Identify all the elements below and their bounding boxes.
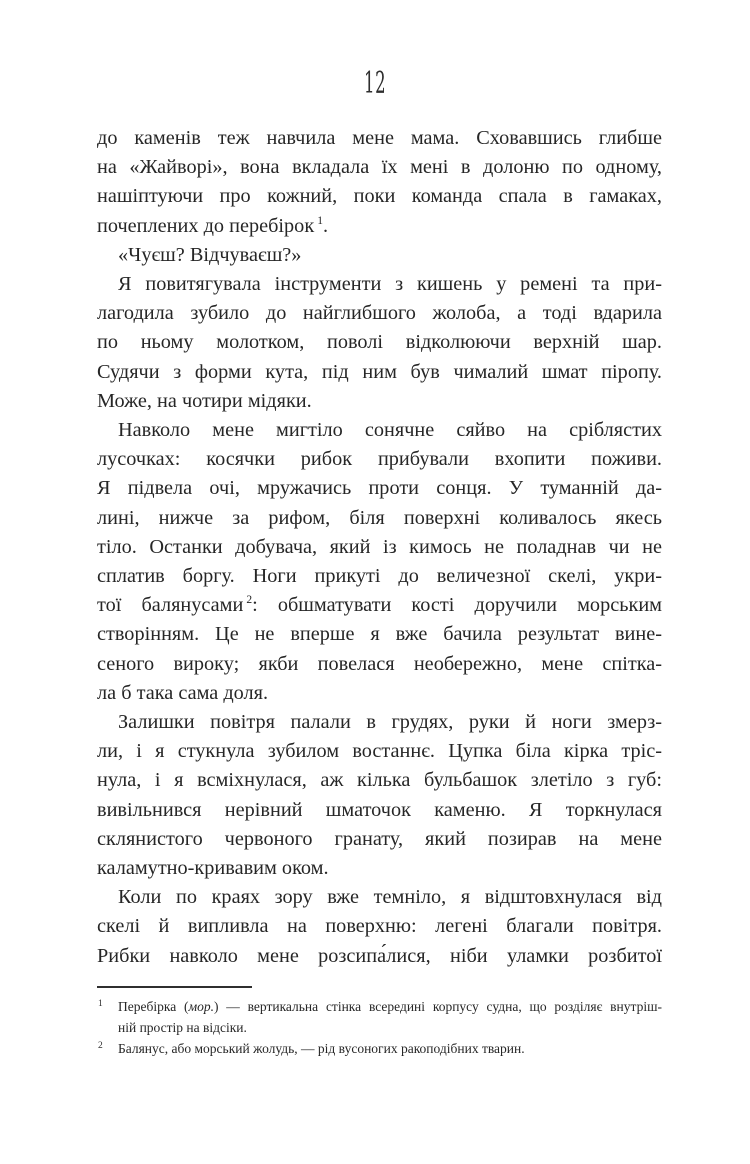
text-line: тої балянусами $^2$: обшматувати кості доручили морським: [97, 594, 663, 617]
text-line: тіло. Останки добувача, який із кимось не поладнав чи не: [97, 535, 662, 558]
text-line: Коли по краях зору вже темніло, я відштовхнулася від: [118, 886, 662, 909]
text-line: по ньому молотком, поволі відколюючи верхній шар.: [97, 331, 662, 354]
text-line: Навколо мене мигтіло сонячне сяйво на сріблястих: [118, 419, 662, 442]
paragraph: [97, 124, 662, 241]
text-line: склянистого червоного гранату, який позирав на мене: [97, 827, 662, 850]
text-line: на «Жайворі», вона вкладала їх мені в долоню по одному,: [97, 156, 662, 179]
footnote-line: Перебірка (мор.) — вертикальна стінка всередині корпусу судна, що розділяє внутріш-: [118, 999, 662, 1014]
footnote-separator: [97, 986, 252, 988]
paragraph: [97, 416, 662, 708]
footnote-line: ній простір на відсіки.: [118, 1019, 247, 1035]
paragraph: [97, 241, 662, 270]
italic-term: мор.: [188, 999, 214, 1014]
text-line: створінням. Це не вперше я вже бачила результат вине-: [97, 623, 662, 646]
text-line: лусочках: косячки рибок прибували вхопити поживи.: [97, 448, 662, 471]
footnote-ref: 2: [246, 594, 253, 607]
paragraph: [97, 708, 662, 883]
text-line: почеплених до перебірок $^1$.: [97, 214, 329, 237]
text-line: лагодила зубило до найглибшого жолоба, а тоді вдарила: [97, 302, 662, 325]
footnote-item: [97, 1039, 662, 1060]
text-line: Я повитягувала інструменти з кишень у ремені та при-: [118, 273, 662, 296]
page-number-value: 12: [363, 66, 387, 101]
paragraph: [97, 270, 662, 416]
text-line: сеного вироку; якби повелася необережно, мене спітка-: [97, 652, 662, 675]
text-line: ла б така сама доля.: [97, 681, 269, 704]
text-line: Судячи з форми кута, під ним був чималий шмат піропу.: [97, 360, 662, 383]
footnote-line: Балянус, або морський жолудь, — рід вусоногих ракоподібних тварин.: [118, 1040, 525, 1056]
text-line: нашіптуючи про кожний, поки команда спала в гамаках,: [97, 185, 662, 208]
text-line: Я підвела очі, мружачись проти сонця. У туманній да-: [97, 477, 662, 500]
text-line: скелі й випливла на поверхню: легені благали повітря.: [97, 915, 662, 938]
paragraph: [97, 883, 662, 971]
text-line: до каменів теж навчила мене мама. Сховавшись глибше: [97, 127, 662, 149]
page-number: [0, 66, 750, 101]
text-line: «Чуєш? Відчуваєш?»: [118, 243, 302, 266]
text-line: каламутно-кривавим оком.: [97, 857, 329, 880]
footnote-marker: 2: [98, 1040, 103, 1051]
footnote-marker: 1: [98, 999, 103, 1009]
text-line: вивільнився нерівний шматочок каменю. Я торкнулася: [97, 798, 662, 821]
text-line: сплатив боргу. Ноги прикуті до величезної скелі, укри-: [97, 565, 662, 588]
text-line: лині, нижче за рифом, біля поверхні коливалось якесь: [97, 506, 662, 529]
footnote-ref: 1: [317, 214, 323, 227]
footnotes: [97, 986, 662, 1059]
text-line: ли, і я стукнула зубилом востаннє. Цупка біла кірка тріс-: [97, 740, 662, 763]
text-line: Рибки навколо мене розсипа́лися, ніби уламки розбитої: [97, 944, 662, 967]
text-line: Може, на чотири мідяки.: [97, 389, 312, 412]
text-line: Залишки повітря палали в грудях, руки й ноги змерз-: [118, 711, 662, 734]
footnote-item: [97, 997, 662, 1039]
text-line: нула, і я всміхнулася, аж кілька бульбашок злетіло з губ:: [97, 769, 662, 792]
body-text: [97, 124, 662, 971]
